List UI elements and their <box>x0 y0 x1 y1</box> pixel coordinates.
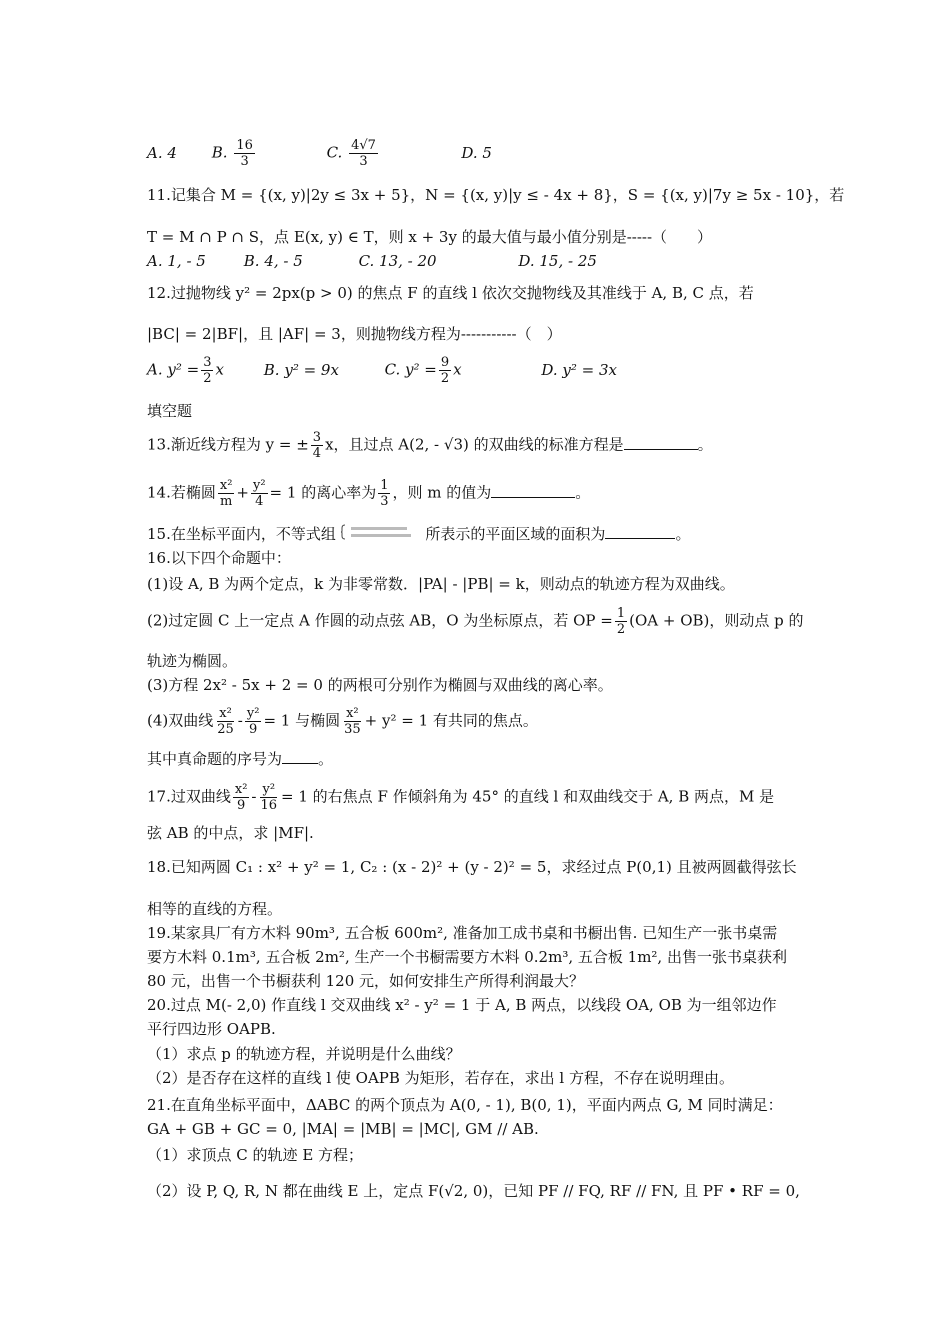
q17-f1-den: 9 <box>236 798 246 813</box>
q13-pre: 13.渐近线方程为 y = ± <box>147 435 309 454</box>
q16-title: 16.以下四个命题中： <box>147 549 291 567</box>
q11-line1: 11.记集合 M = {(x, y)|2y ≤ 3x + 5}，N = {(x, y)|y ≤ - 4x + 8}，S = {(x, y)|7y ≥ 5x - 10}，若 <box>147 186 845 204</box>
section-fill-heading: 填空题 <box>147 402 193 420</box>
q14-f2-den: 4 <box>255 494 264 509</box>
q21-sub1: （1）求顶点 C 的轨迹 E 方程； <box>147 1146 364 1164</box>
q13-fraction <box>311 430 323 461</box>
q16-proposition-2-cont: 轨迹为椭圆。 <box>147 652 238 670</box>
q20-line2: 平行四边形 OAPB. <box>147 1020 276 1038</box>
q16-p2-pre: (2)过定圆 C 上一定点 A 作圆的动点弦 AB，O 为坐标原点，若 OP = <box>147 611 613 630</box>
q10-option-b-fraction <box>234 138 255 169</box>
q16-p4-post: + y² = 1 有共同的焦点。 <box>364 711 538 730</box>
q16-answer-blank <box>282 749 318 764</box>
q16-p4-fraction-3 <box>342 706 363 737</box>
inequality-system-icon <box>341 524 421 546</box>
q16-p4-fraction-1 <box>215 706 236 737</box>
q21-sub2: （2）设 P, Q, R, N 都在曲线 E 上，定点 F(√2, 0)，已知 PF // FQ, RF // FN, 且 PF • RF = 0, <box>147 1182 800 1200</box>
q13-num: 3 <box>312 430 322 445</box>
q10-option-b-label: B. <box>211 143 228 162</box>
q16-proposition-2 <box>147 606 810 637</box>
q14-answer-blank <box>491 483 575 498</box>
q14-fraction-1 <box>218 478 235 509</box>
q14-mid: = 1 的离心率为 <box>269 483 377 502</box>
q10-option-b <box>212 138 322 169</box>
q15 <box>147 523 810 546</box>
q16-answer <box>147 748 810 770</box>
q17-minus: - <box>251 787 257 806</box>
q14-fraction-3 <box>378 478 390 509</box>
q16-p2-den: 2 <box>616 622 626 637</box>
q12-line1: 12.过抛物线 y² = 2px(p > 0) 的焦点 F 的直线 l 依次交抛物线及其准线于 A, B, C 点，若 <box>147 284 754 302</box>
q10-c-num: 4√7 <box>351 138 376 153</box>
q16-p4-fraction-2 <box>245 706 262 737</box>
q12-c-den: 2 <box>440 371 450 386</box>
q10-b-num: 16 <box>236 138 253 153</box>
q17-pre: 17.过双曲线 <box>147 787 231 806</box>
q16-p4-minus: - <box>237 711 243 730</box>
q12-a-post: x <box>215 360 224 379</box>
q11-option-a: A. 1, - 5 <box>147 252 206 270</box>
q16-proposition-4 <box>147 706 810 737</box>
q20-sub2: （2）是否存在这样的直线 l 使 OAPB 为矩形，若存在，求出 l 方程，不存在说明理由。 <box>147 1069 734 1087</box>
q16-p2-fraction <box>615 606 627 637</box>
q10-option-c <box>327 138 457 169</box>
q19-line3: 80 元，出售一个书橱获利 120 元，如何安排生产所得利润最大？ <box>147 972 585 990</box>
q14-f3-num: 1 <box>380 478 389 493</box>
q17-fraction-2 <box>258 782 279 813</box>
q14-f1-num: x² <box>219 478 233 493</box>
q16-answer-end: 。 <box>318 750 334 768</box>
q12-a-num: 3 <box>203 355 212 370</box>
q10-c-den: 3 <box>359 154 368 169</box>
q13-answer-blank <box>624 435 698 450</box>
q13-post: x，且过点 A(2, - √3) 的双曲线的标准方程是 <box>325 435 624 454</box>
q15-end: 。 <box>675 525 691 543</box>
q11-options <box>147 250 810 272</box>
q12-options <box>147 355 810 386</box>
q16-p4-f3-den: 35 <box>344 722 361 737</box>
q11-option-c: C. 13, - 20 <box>358 252 437 270</box>
q14-f3-den: 3 <box>380 494 389 509</box>
q16-proposition-1: (1)设 A, B 为两个定点，k 为非零常数．|PA| - |PB| = k，则动点的轨迹方程为双曲线。 <box>147 575 735 593</box>
q14-f2-num: y² <box>252 478 266 493</box>
q11-option-b: B. 4, - 5 <box>243 252 303 270</box>
q17-post: = 1 的右焦点 F 作倾斜角为 45° 的直线 l 和双曲线交于 A, B 两点，M 是 <box>281 787 775 806</box>
q13-end: 。 <box>697 435 713 454</box>
q12-a-den: 2 <box>203 371 212 386</box>
q16-p4-f1-num: x² <box>219 706 232 721</box>
q12-c-num: 9 <box>440 355 450 370</box>
q12-option-c <box>385 355 537 386</box>
q16-p4-f3-num: x² <box>346 706 359 721</box>
q19-line2: 要方木料 0.1m³, 五合板 2m², 生产一个书橱需要方木料 0.2m³, 五合板 1m², 出售一张书桌获利 <box>147 948 787 966</box>
q21-line1: 21.在直角坐标平面中，ΔABC 的两个顶点为 A(0, - 1), B(0, 1)，平面内两点 G, M 同时满足： <box>147 1096 783 1114</box>
q14-f1-den: m <box>219 494 233 509</box>
q16-proposition-3: (3)方程 2x² - 5x + 2 = 0 的两根可分别作为椭圆与双曲线的离心率。 <box>147 676 613 694</box>
q14-fraction-2 <box>251 478 268 509</box>
q10-option-d: D. 5 <box>461 143 492 162</box>
q17-line2: 弦 AB 的中点，求 |MF|. <box>147 824 314 842</box>
q16-p4-f1-den: 25 <box>217 722 234 737</box>
q15-post: 所表示的平面区域的面积为 <box>425 525 606 543</box>
q12-c-pre: C. y² = <box>384 360 437 379</box>
q12-option-d: D. y² = 3x <box>541 360 617 379</box>
q17-line1 <box>147 782 810 813</box>
q11-line2: T = M ∩ P ∩ S，点 E(x, y) ∈ T，则 x + 3y 的最大值与最小值分别是-----（ ） <box>147 228 713 246</box>
q12-a-fraction <box>201 355 213 386</box>
q20-sub1: （1）求点 p 的轨迹方程，并说明是什么曲线？ <box>147 1045 461 1063</box>
q10-options <box>147 138 810 169</box>
q14 <box>147 478 810 509</box>
q12-a-pre: A. y² = <box>147 360 200 379</box>
q16-p4-mid: = 1 与椭圆 <box>263 711 341 730</box>
q15-answer-blank <box>605 524 675 539</box>
q12-c-post: x <box>453 360 462 379</box>
q16-p4-pre: (4)双曲线 <box>147 711 214 730</box>
q17-fraction-1 <box>233 782 250 813</box>
q14-post: ，则 m 的值为 <box>392 483 492 502</box>
q19-line1: 19.某家具厂有方木料 90m³, 五合板 600m², 准备加工成书桌和书橱出售. 已知生产一张书桌需 <box>147 924 778 942</box>
q16-answer-pre: 其中真命题的序号为 <box>147 750 283 768</box>
q18-line1: 18.已知两圆 C₁ : x² + y² = 1, C₂ : (x - 2)² + (y - 2)² = 5，求经过点 P(0,1) 且被两圆截得弦长 <box>147 858 797 876</box>
q13 <box>147 430 810 461</box>
q11-option-d: D. 15, - 25 <box>518 252 597 270</box>
q12-line2: |BC| = 2|BF|，且 |AF| = 3，则抛物线方程为-----------（ ） <box>147 325 562 343</box>
q16-p2-num: 1 <box>616 606 626 621</box>
q10-option-a: A. 4 <box>147 143 177 162</box>
q15-pre: 15.在坐标平面内，不等式组 <box>147 525 336 543</box>
q16-p2-post: (OA + OB)，则动点 p 的 <box>629 611 804 630</box>
q12-option-b: B. y² = 9x <box>263 360 339 379</box>
q17-f1-num: x² <box>234 782 248 797</box>
q16-p4-f2-num: y² <box>246 706 260 721</box>
q20-line1: 20.过点 M(- 2,0) 作直线 l 交双曲线 x² - y² = 1 于 A, B 两点，以线段 OA, OB 为一组邻边作 <box>147 996 777 1014</box>
q14-end: 。 <box>575 483 591 502</box>
q13-den: 4 <box>312 446 322 461</box>
q21-line2: GA + GB + GC = 0, |MA| = |MB| = |MC|, GM // AB. <box>147 1120 539 1138</box>
q14-plus: + <box>236 483 249 502</box>
q14-pre: 14.若椭圆 <box>147 483 216 502</box>
q10-option-c-fraction <box>349 138 378 169</box>
q10-option-c-label: C. <box>326 143 343 162</box>
q18-line2: 相等的直线的方程。 <box>147 900 283 918</box>
q12-c-fraction <box>439 355 451 386</box>
q16-p4-f2-den: 9 <box>249 722 258 737</box>
q17-f2-den: 16 <box>260 798 278 813</box>
q10-b-den: 3 <box>240 154 249 169</box>
q17-f2-num: y² <box>262 782 276 797</box>
q12-option-a <box>147 355 259 386</box>
